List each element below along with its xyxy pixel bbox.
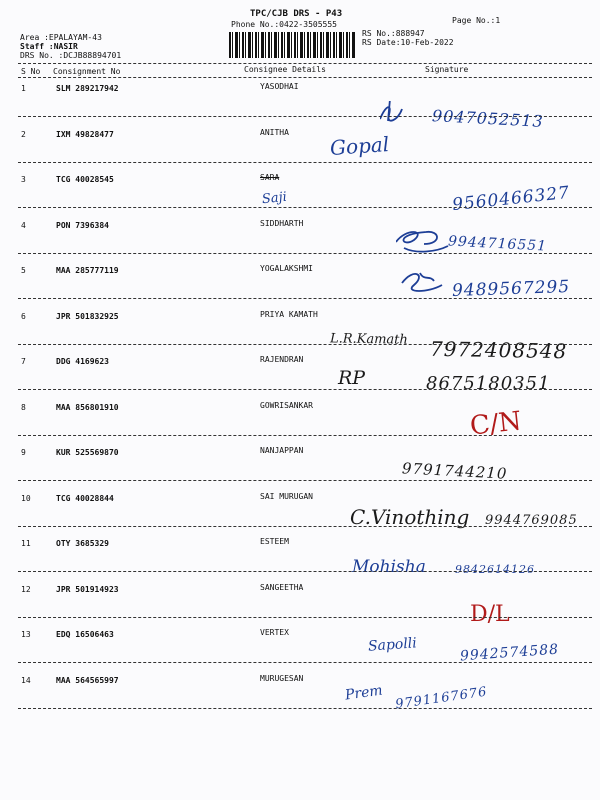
column-signature: Signature (425, 65, 469, 74)
row-consignee-name: SAI MURUGAN (260, 491, 313, 501)
row-serial-number: 13 (21, 630, 31, 639)
row-consignment-number: MAA 564565997 (56, 675, 119, 685)
row-signature-phone: 9944716551 (447, 233, 548, 255)
row-divider (18, 708, 592, 709)
sheet-title: TPC/CJB DRS - P43 (250, 9, 343, 19)
column-consignee: Consignee Details (244, 65, 326, 74)
row-serial-number: 12 (21, 584, 31, 594)
row-serial-number: 4 (21, 220, 26, 230)
row-divider (18, 526, 592, 527)
row-divider (18, 207, 592, 208)
row-serial-number: 6 (21, 311, 26, 321)
row-consignee-name: VERTEX (260, 628, 289, 637)
row-serial-number: 5 (21, 266, 26, 275)
row-signature-phone: 9791167676 (394, 684, 489, 713)
row-consignment-number: IXM 49828477 (56, 129, 114, 139)
row-consignee-name: PRIYA KAMATH (260, 309, 318, 319)
row-serial-number: 3 (21, 175, 26, 184)
page-number: Page No.:1 (452, 16, 501, 25)
row-divider (18, 344, 592, 345)
row-signature: L.R.Kamath (329, 331, 408, 348)
row-consignee-name: MURUGESAN (260, 673, 304, 683)
row-consignment-number: EDQ 16506463 (56, 630, 114, 639)
phone-number: Phone No.:0422-3505555 (231, 20, 337, 29)
row-consignment-number: OTY 3685329 (56, 539, 109, 548)
row-consignment-number: JPR 501832925 (56, 311, 119, 321)
staff-label: Staff :NASIR (20, 42, 78, 51)
row-signature-phone: 9560466327 (451, 182, 571, 216)
column-consignment: Consignment No (53, 67, 121, 76)
row-signature-phone: 9842614126 (455, 563, 535, 576)
row-consignment-number: MAA 285777119 (56, 266, 119, 275)
row-divider (18, 162, 592, 163)
row-signature: D/L (470, 602, 510, 627)
row-consignment-number: TCG 40028844 (56, 493, 114, 503)
row-consignee-name: ANITHA (260, 127, 289, 137)
row-signature: C.Vinothing (350, 505, 470, 529)
row-consignee-name: SIDDHARTH (260, 218, 304, 228)
row-signature: Gopal (329, 131, 390, 161)
row-signature: Mohisha (352, 557, 426, 577)
row-divider (18, 617, 592, 618)
header-divider-bottom (18, 77, 592, 78)
row-consignee-name: YOGALAKSHMI (260, 264, 313, 273)
row-divider (18, 389, 592, 390)
drs-number: DRS No. :DCJB88894701 (20, 51, 122, 60)
row-signature: Saji (261, 189, 288, 208)
row-serial-number: 9 (21, 448, 26, 457)
row-consignment-number: TCG 40028545 (56, 175, 114, 184)
row-signature: Sapolli (367, 635, 418, 655)
row-consignee-name: NANJAPPAN (260, 446, 304, 455)
row-consignment-number: SLM 289217942 (56, 84, 119, 93)
row-consignee-name: SANGEETHA (260, 582, 304, 592)
row-serial-number: 10 (21, 493, 31, 503)
row-signature-phone: 9047052513 (431, 106, 545, 131)
row-signature-phone: 9791744210 (401, 459, 508, 483)
row-consignee-name: RAJENDRAN (260, 355, 304, 364)
rs-number: RS No.:888947 (362, 29, 425, 38)
row-serial-number: 11 (21, 539, 31, 548)
row-serial-number: 8 (21, 402, 26, 412)
row-consignment-number: PON 7396384 (56, 220, 109, 230)
row-signature-phone: 8675180351 (426, 373, 551, 394)
row-signature: RP (338, 367, 366, 389)
row-serial-number: 1 (21, 84, 26, 93)
row-divider (18, 298, 592, 299)
row-signature-phone: 9942574588 (459, 641, 560, 665)
barcode (229, 32, 355, 58)
row-signature: Prem (344, 682, 384, 704)
column-sno: S No (21, 67, 41, 76)
row-consignment-number: JPR 501914923 (56, 584, 119, 594)
row-divider (18, 116, 592, 117)
row-serial-number: 7 (21, 357, 26, 366)
row-consignee-name: ESTEEM (260, 537, 289, 546)
header-divider (18, 63, 592, 64)
area-label: Area :EPALAYAM-43 (20, 33, 102, 42)
row-divider (18, 480, 592, 481)
row-consignee-name: YASODHAI (260, 82, 299, 91)
row-divider (18, 253, 592, 254)
row-consignee-name: GOWRISANKAR (260, 400, 313, 410)
row-signature: C/N (468, 406, 523, 442)
row-divider (18, 662, 592, 663)
row-consignment-number: KUR 525569870 (56, 448, 119, 457)
row-consignment-number: MAA 856801910 (56, 402, 119, 412)
row-serial-number: 14 (21, 675, 31, 685)
row-signature-phone: 9944769085 (485, 513, 578, 528)
row-serial-number: 2 (21, 129, 26, 139)
rs-date: RS Date:10-Feb-2022 (362, 38, 454, 47)
row-divider (18, 571, 592, 572)
row-divider (18, 435, 592, 436)
row-consignee-name: SARA (260, 173, 280, 182)
row-consignment-number: DDG 4169623 (56, 357, 109, 366)
row-signature-phone: 7972408548 (429, 336, 568, 364)
row-signature-phone: 9489567295 (451, 276, 571, 302)
